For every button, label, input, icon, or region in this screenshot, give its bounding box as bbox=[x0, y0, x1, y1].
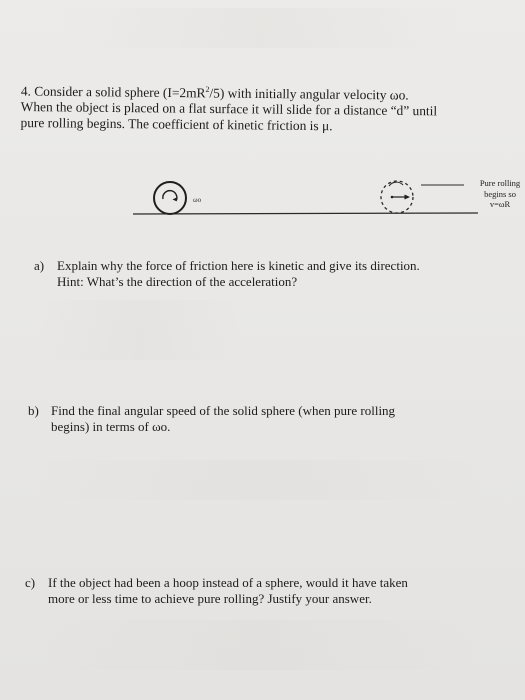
pure-rolling-line-1: Pure rolling bbox=[479, 178, 521, 188]
problem-text-part: Consider a solid sphere (I=2mR bbox=[34, 83, 206, 101]
question-c-line-2: more or less time to achieve pure rolling? Justify your answer. bbox=[48, 591, 372, 606]
problem-number: 4. bbox=[20, 83, 32, 99]
rotation-arrowhead-icon bbox=[173, 198, 177, 202]
initial-omega-label: ωo bbox=[193, 196, 202, 204]
initial-sphere bbox=[154, 182, 186, 214]
pure-rolling-line-2: begins so bbox=[484, 188, 516, 199]
question-a-text bbox=[57, 258, 487, 290]
question-b-line-1: Find the final angular speed of the solid sphere (when pure rolling bbox=[51, 403, 396, 418]
floor-line bbox=[133, 213, 478, 214]
question-a-letter: a) bbox=[34, 258, 45, 273]
pure-rolling-line-3: v=ωR bbox=[489, 199, 511, 209]
question-a-line-2: Hint: What’s the direction of the acceleration? bbox=[57, 274, 298, 289]
superscript-two: 2 bbox=[205, 84, 210, 94]
pure-rolling-label bbox=[474, 178, 525, 210]
question-c-text bbox=[48, 575, 478, 607]
problem-text-part: /5) with initially angular velocity ωo. bbox=[209, 85, 409, 103]
problem-line-3: pure rolling begins. The coefficient of kinetic friction is μ. bbox=[20, 115, 333, 134]
problem-line-2: When the object is placed on a flat surface it will slide for a distance “d” until bbox=[20, 99, 438, 119]
question-b-line-2: begins) in terms of ωo. bbox=[51, 419, 171, 434]
question-b-letter: b) bbox=[28, 403, 39, 418]
final-sphere-center-dot bbox=[391, 196, 394, 199]
question-c-letter: c) bbox=[25, 575, 36, 590]
velocity-arrowhead-icon bbox=[405, 195, 411, 200]
question-a-line-1: Explain why the force of friction here is kinetic and give its direction. bbox=[57, 258, 420, 273]
question-b-text bbox=[51, 403, 481, 435]
question-c-line-1: If the object had been a hoop instead of a sphere, would it have taken bbox=[48, 575, 408, 590]
